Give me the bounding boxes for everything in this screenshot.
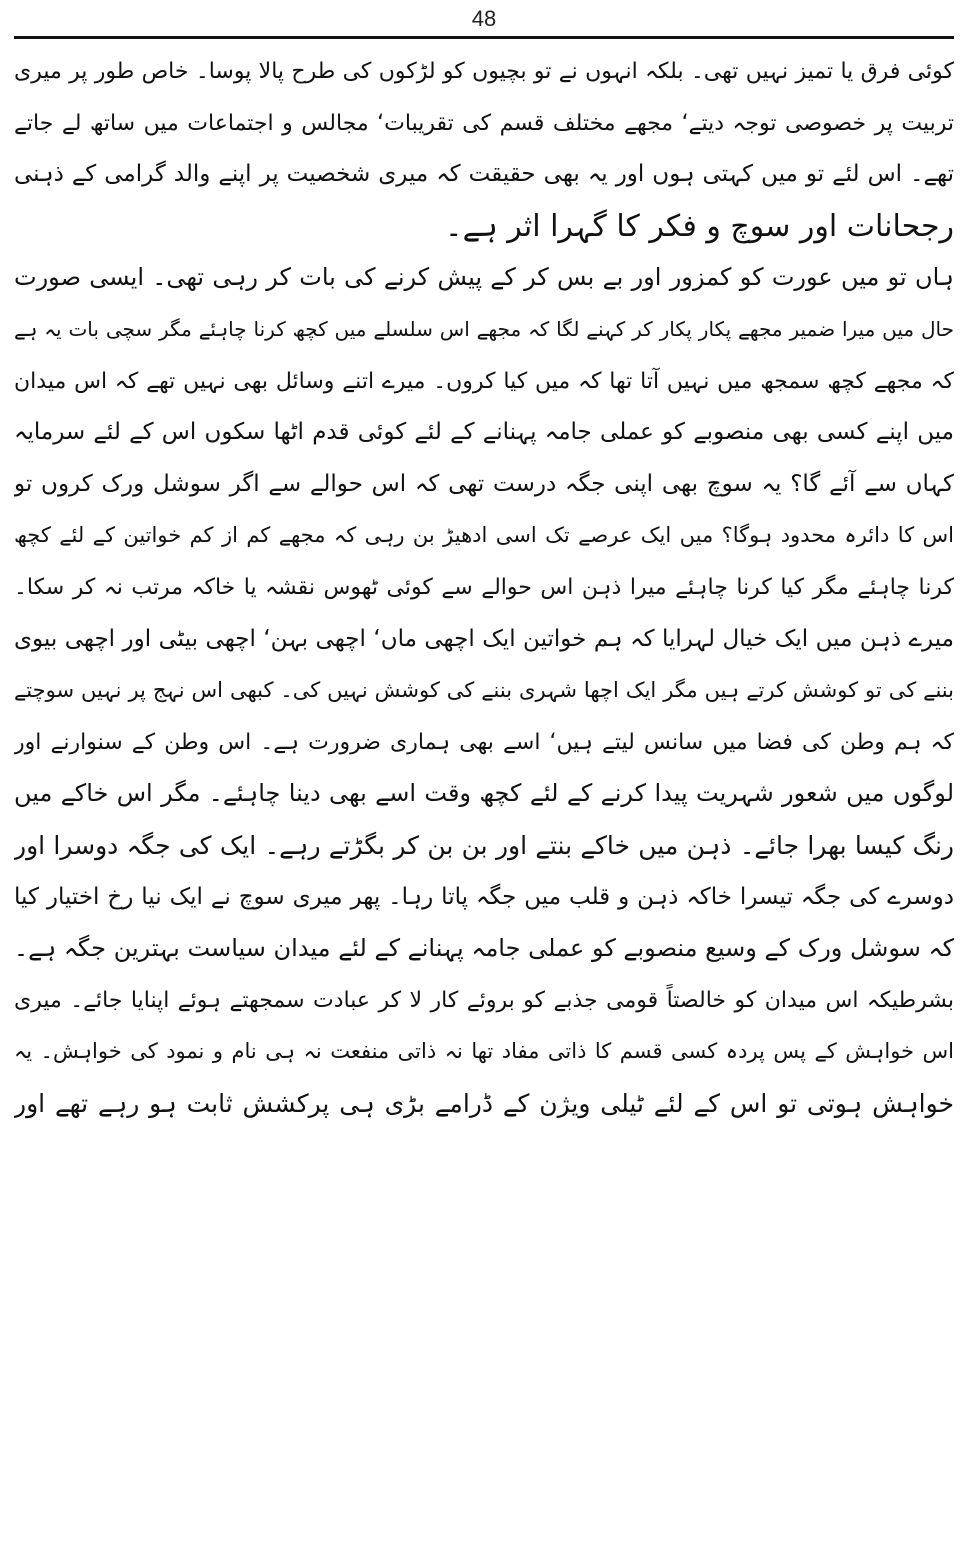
- page-number: 48: [471, 6, 497, 31]
- text-line: بننے کی تو کوشش کرتے ہیں مگر ایک اچھا شہری بننے کی کوشش نہیں کی۔ کبھی اس نہج پر نہیں سوچتے: [14, 678, 954, 703]
- text-line: کہ مجھے کچھ سمجھ میں نہیں آتا تھا کہ میں کیا کروں۔ میرے اتنے وسائل بھی نہیں تھے کہ اس میدان: [14, 368, 954, 394]
- text-line: کہاں سے آئے گا؟ یہ سوچ بھی اپنی جگہ درست تھی کہ اس حوالے سے اگر سوشل ورک کروں تو: [14, 470, 954, 497]
- text-line: کرنا چاہئے مگر کیا کرنا چاہئے میرا ذہن اس حوالے سے کوئی ٹھوس نقشہ یا خاکہ مرتب نہ کر سکا۔: [14, 574, 954, 600]
- text-line: کوئی فرق یا تمیز نہیں تھی۔ بلکہ انہوں نے تو بچیوں کو لڑکوں کی طرح پالا پوسا۔ خاص طور پر میری: [14, 59, 954, 84]
- text-line: بشرطیکہ اس میدان کو خالصتاً قومی جذبے کو بروئے کار لا کر عبادت سمجھتے ہوئے اپنایا جائے۔ میری: [14, 987, 954, 1013]
- text-line: خواہش ہوتی تو اس کے لئے ٹیلی ویژن کے ڈرامے بڑی ہی پرکشش ثابت ہو رہے تھے اور: [14, 1088, 954, 1118]
- header-rule: [14, 36, 954, 39]
- text-line: رنگ کیسا بھرا جائے۔ ذہن میں خاکے بنتے اور بن بن کر بگڑتے رہے۔ ایک کی جگہ دوسرا اور: [14, 830, 954, 860]
- text-line: حال میں میرا ضمیر مجھے پکار پکار کر کہنے لگا کہ مجھے اس سلسلے میں کچھ کرنا چاہئے مگر سچی بات یہ ہے: [14, 316, 954, 341]
- text-line: تھے۔ اس لئے تو میں کہتی ہوں اور یہ بھی حقیقت کہ میری شخصیت پر اپنے والد گرامی کے ذہنی: [14, 161, 954, 188]
- text-line: میں اپنے کسی بھی منصوبے کو عملی جامہ پہنانے کے لئے کوئی قدم اٹھا سکوں اس کے لئے سرمایہ: [14, 419, 954, 446]
- text-line: تربیت پر خصوصی توجہ دیتے‘ مجھے مختلف قسم کی تقریبات‘ مجالس و اجتماعات میں ساتھ لے جاتے: [14, 110, 954, 136]
- text-line: دوسرے کی جگہ تیسرا خاکہ ذہن و قلب میں جگہ پاتا رہا۔ پھر میری سوچ نے ایک نیا رخ اختیار کیا: [14, 883, 954, 910]
- text-line: میرے ذہن میں ایک خیال لہرایا کہ ہم خواتین ایک اچھی ماں‘ اچھی بہن‘ اچھی بیٹی اور اچھی بیوی: [14, 625, 954, 652]
- text-line: لوگوں میں شعور شہریت پیدا کرنے کے لئے کچھ وقت اسے بھی دینا چاہئے۔ مگر اس خاکے میں: [14, 779, 954, 808]
- text-line: ہاں تو میں عورت کو کمزور اور بے بس کر کے پیش کرنے کی بات کر رہی تھی۔ ایسی صورت: [14, 263, 954, 292]
- text-line: اس خواہش کے پس پردہ کسی قسم کا ذاتی مفاد تھا نہ ذاتی منفعت نہ ہی نام و نمود کی خواہش۔ یہ: [14, 1039, 954, 1064]
- text-line: کہ سوشل ورک کے وسیع منصوبے کو عملی جامہ پہنانے کے لئے میدان سیاست بہترین جگہ ہے۔: [14, 934, 954, 963]
- text-line: کہ ہم وطن کی فضا میں سانس لیتے ہیں‘ اسے بھی ہماری ضرورت ہے۔ اس وطن کے سنوارنے اور: [14, 729, 954, 755]
- text-line: رجحانات اور سوچ و فکر کا گہرا اثر ہے۔: [445, 208, 954, 244]
- body-text: [14, 46, 954, 1129]
- text-line: اس کا دائرہ محدود ہوگا؟ میں ایک عرصے تک اسی ادھیڑ بن رہی کہ مجھے کم از کم خواتین کے لئے کچھ: [14, 523, 954, 548]
